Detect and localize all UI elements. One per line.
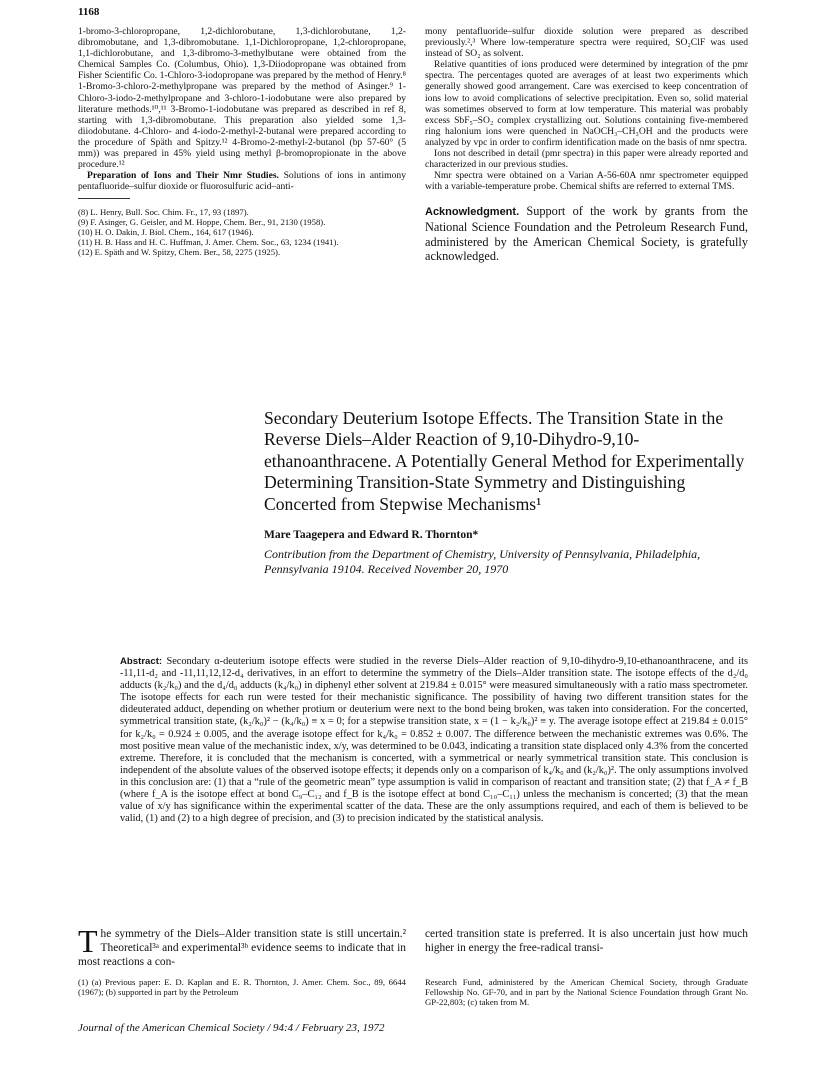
- right-column: [425, 26, 748, 264]
- abstract-label: Abstract:: [120, 656, 163, 667]
- abstract: [120, 656, 748, 825]
- article-title: Secondary Deuterium Isotope Effects. The Transition State in the Reverse Diels–Alder Reaction of 9,10-Dihydro-9,10-ethanoanthracene. A Potentially General Method for Experimentally Determining Transition-State Symmetry and Distinguishing Concerted from Stepwise Mechanisms¹: [264, 408, 745, 514]
- page-number: 1168: [78, 6, 100, 18]
- footnote-left: (1) (a) Previous paper: E. D. Kaplan and E. R. Thornton, J. Amer. Chem. Soc., 89, 6644 (1967); (b) supported in part by the Petroleum: [78, 977, 406, 997]
- right-paragraph: Ions not described in detail (pmr spectra) in this paper were already reported and characterized in our previous studies.: [425, 148, 748, 171]
- left-paragraph: 1-bromo-3-chloropropane, 1,2-dichlorobutane, 1,3-dichlorobutane, 1,2-dibromobutane, and 1,3-dibromobutane. 1,1-Dichloropropane, 1,2-chloropropane, 1,1-dichlorobutane, and 1,3-dibromo-3-methylbutane were obtained from the Chemical Samples Co. (Columbus, Ohio). 1,3-Diiodopropane was obtained from Fisher Scientific Co. 1-Chloro-3-iodopropane was prepared by the method of Henry.⁸ 1-Bromo-3-chloro-2-methylpropane was prepared by the method of Asinger.⁹ 1-Chloro-3-iodo-2-methylpropane and 3-chloro-1-iodobutane were also prepared by literature methods.¹⁰,¹¹ 3-Bromo-1-iodobutane was prepared as described in ref 8, starting with 1,3-dibromobutane. This preparation also yielded some 1,3-diiodobutane. 4-Chloro- and 4-iodo-2-methyl-2-butanal were prepared according to the procedure of Späth and Spitzy.¹² 4-Bromo-2-methyl-2-butanol (bp 57-60° (5 mm)) was prepared in 45% yield using methyl β-bromopropionate in the above procedure.¹²: [78, 26, 406, 171]
- drop-cap: T: [78, 923, 98, 959]
- reference-item: (10) H. O. Dakin, J. Biol. Chem., 164, 617 (1946).: [78, 227, 254, 238]
- body-right: certed transition state is preferred. It is also uncertain just how much higher in energy the free-radical transi-: [425, 928, 748, 955]
- right-paragraph: mony pentafluoride–sulfur dioxide solution were prepared as described previously.²,³ Where low-temperature spectra were required, SO₂ClF was used instead of SO₂ as solvent.: [425, 26, 748, 60]
- acknowledgment: [425, 204, 748, 263]
- body-text: he symmetry of the Diels–Alder transition state is still uncertain.² Theoretical³ᵃ and experimental³ᵇ evidence seems to indicate that in most reactions a con-: [78, 928, 406, 969]
- footnote-rule: [78, 198, 130, 199]
- right-paragraph: Relative quantities of ions produced were determined by integration of the pmr spectra. The percentages quoted are averages of at least two experiments which generally showed good arrangement. Care was exercised to keep concentration of ions low to avoid complications of selective precipitation. Even so, solid material was sometimes observed to form at low temperature. This material was probably excess SbF₅–SO₂ complex crystallizing out. Solutions containing five-membered ring halonium ions were quenched in NaOCH₃–CH₃OH and the products were analyzed by vpc in order to confirm identification made on the basis of nmr spectra.: [425, 59, 748, 148]
- reference-item: (12) E. Späth and W. Spitzy, Chem. Ber., 58, 2275 (1925).: [78, 247, 281, 258]
- prep-heading: Preparation of Ions and Their Nmr Studies.: [87, 170, 279, 182]
- abstract-text: Secondary α-deuterium isotope effects were studied in the reverse Diels–Alder reaction of 9,10-dihydro-9,10-ethanoanthracene, and its -11,11-d₂ and -11,11,12,12-d₄ derivatives, in an effort to determine the symmetry of the Diels–Alder transition state. The isotope effects of the d₂/d₀ adducts (k₂/k₀) and the d₄/d₀ adducts (k₄/k₀) in diphenyl ether solvent at 219.84 ± 0.015° were measured simultaneously with a ratio mass spectrometer. The isotope effects for each run were tested for their mechanistic significance. The possibility of having two different transition states for the dideuterated adduct, depending on whether protium or deuterium were next to the bond being broken, was taken into consideration. For the concerted, symmetrical transition state, (k₂/k₀)² − (k₄/k₀) ≡ x = 0; for a stepwise transition state, x = (1 − k₂/k₀)² ≡ y. The average isotope effect at 219.84 ± 0.015° for k₂/k₀ = 0.924 ± 0.005, and the average isotope effect for k₄/k₀ = 0.852 ± 0.007. The difference between the mechanistic extremes was 0.6%. The most positive mean value of the mechanistic index, x/y, was determined to be 0.043, indicating a transition state displaced only 4.3% from the concerted extreme. Therefore, it is concluded that the mechanism is concerted, with a symmetrical or nearly symmetrical transition state. This conclusion is independent of the absolute values of the observed isotope effects; it depends only on a comparison of k₄/k₀ and (k₂/k₀)². The only assumptions involved in this conclusion are: (1) that a “rule of the geometric mean” type assumption is valid in comparison of reactant and transition state; (2) that f_A ≠ f_B (where f_A is the isotope effect at bond C₉–C₁₂ and f_B is the isotope effect at bond C₁₀–C₁₁) unless the mechanism is concerted; (3) that the mean value of x/y has significance within the experimental scatter of the data. These are the only assumptions required, and each of them is believed to be valid, (1) and (2) to a high degree of precision, and (3) to precision indicated by the statistical analysis.: [120, 656, 748, 825]
- reference-item: (9) F. Asinger, G. Geisler, and M. Hoppe, Chem. Ber., 91, 2130 (1958).: [78, 217, 326, 228]
- reference-list: [78, 207, 406, 257]
- left-column: [78, 26, 406, 257]
- right-paragraph: Nmr spectra were obtained on a Varian A-56-60A nmr spectrometer equipped with a variable-temperature probe. Chemical shifts are referred to external TMS.: [425, 170, 748, 193]
- body-left: [78, 923, 406, 970]
- reference-item: (8) L. Henry, Bull. Soc. Chim. Fr., 17, 93 (1897).: [78, 207, 249, 218]
- prep-text: Solutions of ions in antimony pentafluoride–sulfur dioxide or fluorosulfuric acid–anti-: [78, 170, 406, 193]
- ack-text: Support of the work by grants from the National Science Foundation and the Petroleum Research Fund, administered by the American Chemical Society, is gratefully acknowledged.: [425, 204, 748, 264]
- journal-footer: Journal of the American Chemical Society / 94:4 / February 23, 1972: [78, 1022, 385, 1034]
- footnote-right: Research Fund, administered by the American Chemical Society, through Graduate Fellowship No. GF-70, and in part by the National Science Foundation through Grant No. GP-22,803; (c) taken from M.: [425, 977, 748, 1007]
- ack-heading: Acknowledgment.: [425, 206, 520, 219]
- reference-item: (11) H. B. Hass and H. C. Huffman, J. Amer. Chem. Soc., 63, 1234 (1941).: [78, 237, 339, 248]
- article-affiliation: Contribution from the Department of Chemistry, University of Pennsylvania, Philadelphia, Pennsylvania 19104. Received November 20, 1970: [264, 547, 701, 577]
- prep-paragraph: [78, 170, 406, 192]
- article-authors: Mare Taagepera and Edward R. Thornton*: [264, 529, 479, 542]
- article-header: [264, 408, 750, 577]
